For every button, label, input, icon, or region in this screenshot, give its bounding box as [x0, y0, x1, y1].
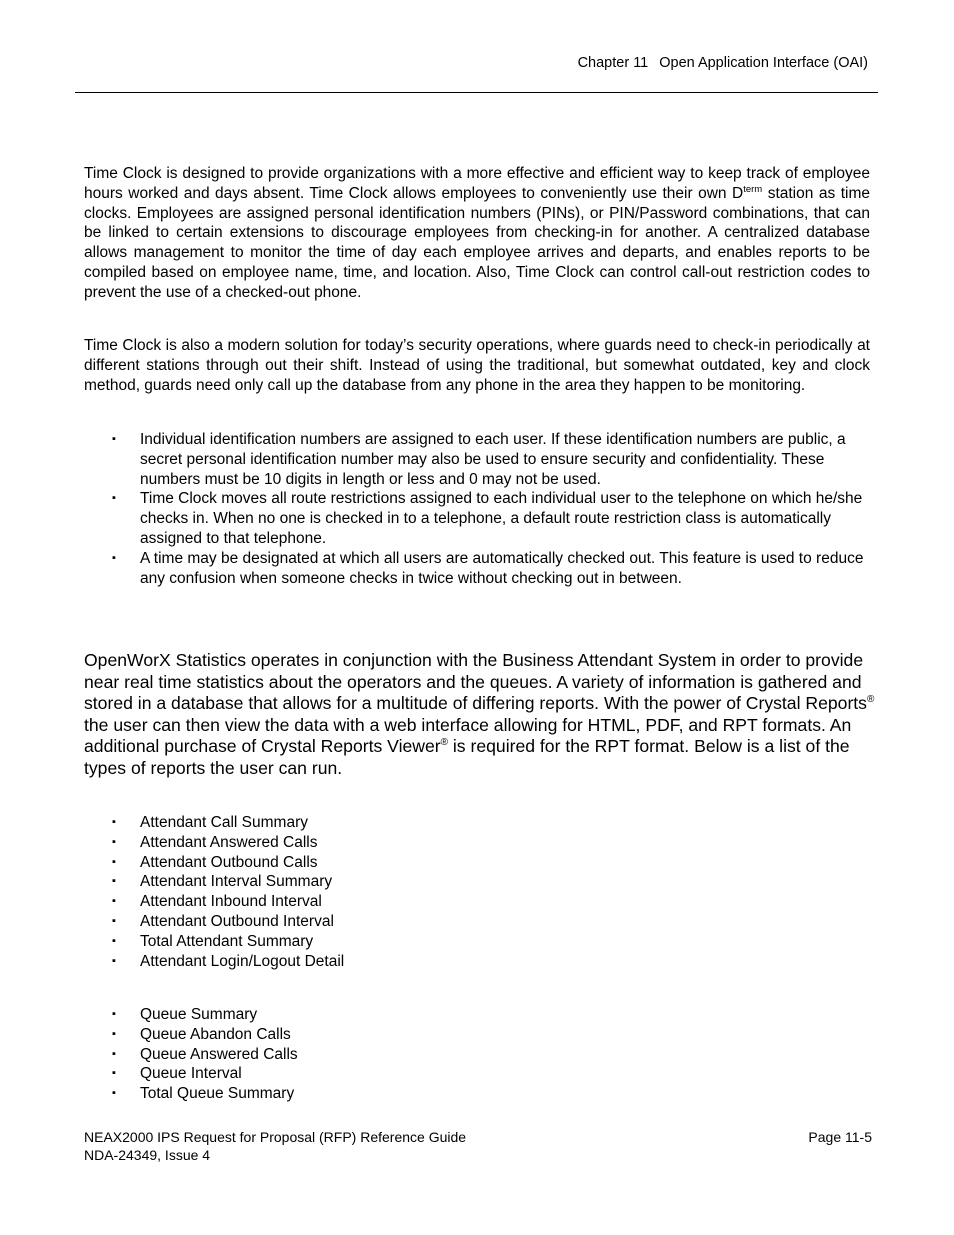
list-item: ▪ Attendant Outbound Interval: [112, 912, 334, 930]
bullet-icon: ▪: [112, 1008, 116, 1020]
list-item: ▪ Queue Summary: [112, 1006, 258, 1023]
list-item: ▪ Time Clock moves all route restrictions assigned to each individual user to the telephone on which he/she checks in. When no one is checked in to a telephone, a default route restriction class is automatically assigned to that telephone.: [112, 490, 863, 547]
header-rule: [75, 92, 878, 93]
bullet-icon: ▪: [112, 433, 116, 445]
list-item: ▪ Individual identification numbers are assigned to each user. If these identification numbers are public, a secret personal identification number may also be used to ensure security and confidentiality. These numbers must be 10 digits in length or less and 0 may not be used.: [112, 431, 846, 488]
queue-report-list: [112, 1005, 872, 1104]
attendant-report-list: [112, 813, 872, 971]
list-item: ▪ A time may be designated at which all users are automatically checked out. This feature is used to reduce any confusion when someone checks in twice without checking out in between.: [112, 549, 864, 587]
list-item: ▪ Attendant Interval Summary: [112, 873, 333, 891]
bullet-icon: ▪: [112, 1047, 116, 1060]
chapter-title: Open Application Interface (OAI): [659, 55, 868, 71]
list-item: ▪ Attendant Login/Logout Detail: [112, 952, 345, 970]
bullet-icon: ▪: [112, 551, 116, 564]
bullet-icon: ▪: [112, 875, 116, 888]
list-item: ▪ Attendant Answered Calls: [112, 833, 318, 851]
list-item: ▪ Attendant Call Summary: [112, 814, 308, 831]
bullet-icon: ▪: [112, 492, 116, 505]
bullet-icon: ▪: [112, 1027, 116, 1040]
registered-mark: ®: [440, 737, 448, 749]
bullet-icon: ▪: [112, 954, 116, 967]
chapter-label: Chapter 11: [577, 55, 649, 71]
time-clock-intro-paragraph: Time Clock is designed to provide organizations with a more effective and efficient way to keep track of employee hours worked and days absent. Time Clock allows employees to conveniently use their own $D^{term}$ station as time clocks. Employees are assigned personal identification numbers (PINs), or PIN/Password combinations, that can be linked to certain extensions to discourage employees from checking-in for another. A centralized database allows management to monitor the time of day each employee arrives and departs, and enables reports to be compiled based on employee name, time, and location. Also, Time Clock can control call-out restriction codes to prevent the use of a checked-out phone.: [84, 165, 870, 301]
document-number: NDA-24349, Issue 4: [84, 1146, 211, 1163]
time-clock-feature-list: [112, 430, 872, 588]
bullet-icon: ▪: [112, 1087, 116, 1100]
statistics-paragraph: OpenWorX Statistics operates in conjunction with the Business Attendant System in order to provide near real time statistics about the operators and the queues. A variety of information is gathered and stored in a database that allows for a multitude of differing reports. With the power of Crystal Reports® the user can then view the data with a web interface allowing for HTML, PDF, and RPT formats. An additional purchase of Crystal Reports Viewer® is required for the RPT format. Below is a list of the types of reports the user can run.: [84, 650, 875, 778]
list-item: ▪ Queue Abandon Calls: [112, 1025, 291, 1043]
bullet-icon: ▪: [112, 855, 116, 868]
bullet-icon: ▪: [112, 835, 116, 848]
list-item: ▪ Queue Interval: [112, 1065, 242, 1083]
bullet-icon: ▪: [112, 816, 116, 828]
list-item: ▪ Attendant Outbound Calls: [112, 853, 318, 871]
page-header: [578, 55, 868, 71]
list-item: ▪ Attendant Inbound Interval: [112, 893, 322, 911]
list-item: ▪ Queue Answered Calls: [112, 1045, 298, 1063]
list-item: ▪ Total Queue Summary: [112, 1085, 295, 1103]
bullet-icon: ▪: [112, 895, 116, 908]
bullet-icon: ▪: [112, 934, 116, 947]
page-number: Page 11-5: [808, 1129, 872, 1145]
bullet-icon: ▪: [112, 1067, 116, 1080]
time-clock-security-paragraph: Time Clock is also a modern solution for today’s security operations, where guards need to check-in periodically at different stations through out their shift. Instead of using the traditional, but somewhat outdated, key and clock method, guards need only call up the database from any phone in the area they happen to be monitoring.: [84, 337, 870, 394]
page-footer: [84, 1129, 872, 1164]
list-item: ▪ Total Attendant Summary: [112, 932, 314, 950]
term-superscript: term: [743, 183, 763, 195]
document-title: NEAX2000 IPS Request for Proposal (RFP) Reference Guide: [84, 1129, 467, 1145]
registered-mark: ®: [866, 694, 875, 706]
bullet-icon: ▪: [112, 914, 116, 927]
